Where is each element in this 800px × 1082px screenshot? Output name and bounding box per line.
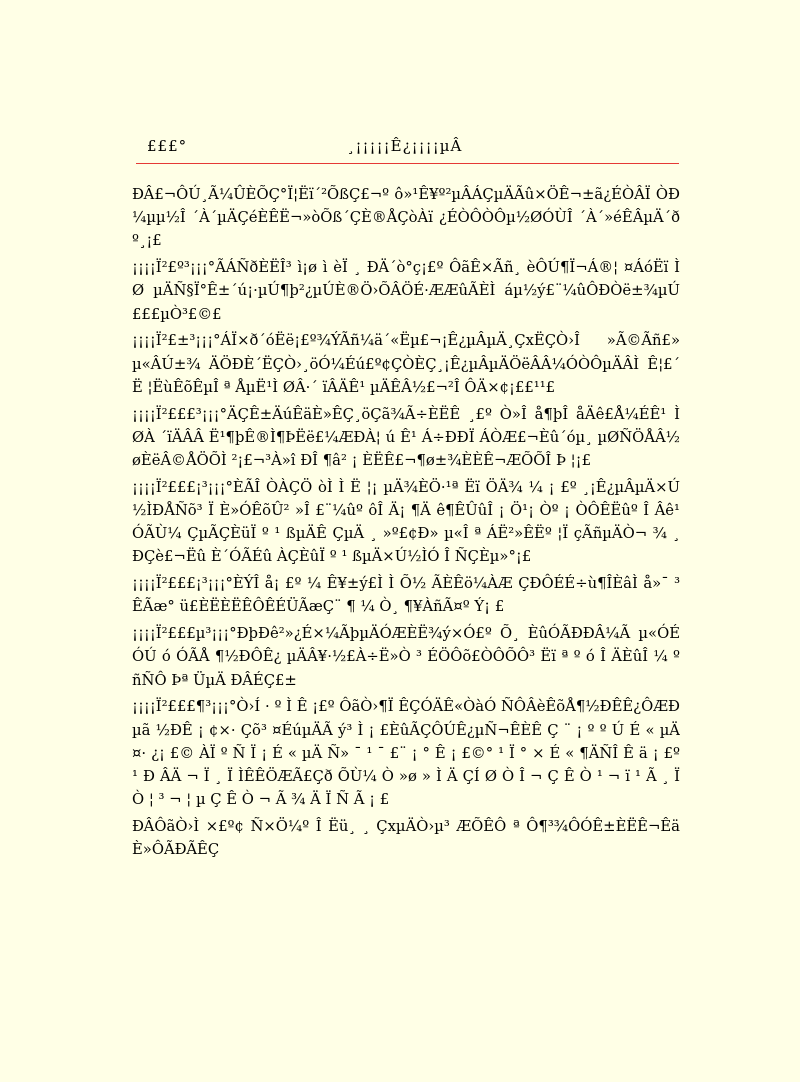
- paragraph: ÐÂ£¬ÔÚ¸Ã¼ÛÈÕÇ°Ï¦Ëï´²ÕßÇ£¬º ô»¹Ê¥º²µÂÁÇµÄÃû×ÖÊ¬±ã¿ÉÒÂÏ ÒÐ¼µµ½Î ´À´µÄÇéÈÊË¬»òÕß´ÇÈ®ÅÇòÀï ¿ÉÒÔÒÔµ½ØÓÙÎ ´À´»éÊÂµÄ´ðº¸¡£: [132, 186, 680, 250]
- paragraph: ¡¡¡¡Ï²£º³¡¡¡°ÃÁÑðÈËÎ³ ì¡ø ì èÏ ¸ ÐÄ´ò°ç¡£º ÔãÊ×Ãñ¸ èÔÚ¶Ï¬Á®¦ ¤ÁóËï Ì Ø µÄÑ§Ï°Ê±´ú¡·µÚ¶þ²¿µÚÈ®Ö›ÕÂÖÉ·ÆÆûÃÈÌ áµ½ý£¨¼ûÔÐÒë±¾µÚ£££µÒ³£©£: [132, 259, 680, 323]
- paragraph: ¡¡¡¡Ï²£±³¡¡¡°ÁÏ×ð´óËë¡£º¾ÝÃñ¼ä´«Ëµ£¬¡Ê¿µÂµÄ¸ÇxËÇÒ›Î »Ã©Ãñ£» µ«ÂÚ±¾ ÄÖÐÈ´ËÇÒ›¸öÓ¼Éú£º¢ÇÒÈÇ¸¡Ê¿µÂµÄÖëÂÂ¼ÓÒÔµÄÂÌ Ê¦£´ Ë ¦ËùÊõÊµÎ ª ÅµË¹Ì ØÂ·´ ïÂÄÊ¹ µÄÊÂ½£¬²Î ÔÄ×¢¡££¹¹£: [132, 332, 680, 396]
- paragraph: ¡¡¡¡Ï²£££¡³¡¡¡°ÈÝÎ å¡ £º ¼ Ê¥±ý£Ì Ì Õ½ ÃÈÊö¼ÀÆ ÇÐÔÉÉ÷ù¶ÎÈâÌ å»¯ ³ ÊÃæ° ü£ÈËÈËÊÔÊÉÜÃæÇ¨ ¶ ¼ Ò¸ ¶¥ÀñÃ¤º Ý¡ £: [132, 575, 680, 616]
- paragraph: ¡¡¡¡Ï²£££¶³¡¡¡°Ò›Í · º Ì Ê ¡£º ÔãÒ›¶Ï ÊÇÓÄÊ«ÒàÓ ÑÔÂèÊõÅ¶½ÐÊÊ¿ÔÆÐ µã ½ÐÊ ¡ ¢×· Çõ³ ¤ÉúµÄÃ ý³ Ì ¡ £ÈûÃÇÔÚÊ¿µÑ¬ÊÈÊ Ç ¨ ¡ º º Ú É « µÄ¤· ¿¡ £© ÀÏ º Ñ Ï ¡ É « µÄ Ñ» ¯ ¹ ¯ £¨ ¡ ° Ê ¡ £©° ¹ Ï ° × É « ¶ÄÑÎ Ê ä ¡ £º ¹ Ð ÂÄ ¬ Ï ¸ Ï ÌÊÊÖÆÃ£Çð ÕÙ¼ Ò »ø » Ì Ä ÇÍ Ø Ò Î ¬ Ç Ê Ò ¹ ¬ ï ¹ Ã ¸ Ï Ò ¦ ³ ¬ ¦ µ Ç Ê Ò ¬ Ã ¾ Ä Ï Ñ Ã ¡ £: [132, 698, 680, 809]
- paragraph: ¡¡¡¡Ï²£££µ³¡¡¡°ÐþÐê²»¿É×¼ÃþµÄÓÆÈË¾ý×Ó£º Õ¸ ÈûÓÃÐÐÂ¼Ã µ«ÓÉÓÚ ó ÓÃÅ ¶½ÐÔÊ¿ µÄÂ¥·½£À÷Ë»Ò ³ ÉÖÔõ£ÒÔÕÔ³ Ëï ª º ó Î ÄÈûÎ ¼ º ñÑÔ Þª ÜµÄ ÐÂÉÇ£±: [132, 625, 680, 689]
- paragraph: ¡¡¡¡Ï²£££¡³¡¡¡°ÈÃÎ ÒÀÇÖ òÌ Ì Ë ¦¡ µÄ¾ÈÖ·¹ª Ëï ÖÄ¾ ¼ ¡ £º ¸¡Ê¿µÂµÄ×Ú½ÌÐÅÑõ³ Ï È»ÓÊõÛ² »Î £¨¼ûº ôÎ Ä¡ ¶Ä ê¶ÊÛûÎ ¡ Ö¹¡ Òº ¡ ÒÔÊËûº Î Âê¹ÓÃÙ¼ ÇµÃÇÈüÏ º ¹ ßµÄÊ ÇµÄ ¸ »º£¢Ð» µ«Î ª ÁË²»ÊËº ¦Ï çÃñµÄÒ¬ ¾ ¸ ÐÇè£¬Ëû È´ÓÃÉû ÀÇÈûÏ º ¹ ßµÄ×Ú½ÌÓ Î ÑÇÈµ»°¡£: [132, 478, 680, 566]
- header-rule: [136, 163, 679, 164]
- page-body: [132, 183, 680, 1063]
- page-number: £££°: [147, 137, 188, 155]
- running-header: [147, 131, 677, 159]
- paragraph: ¡¡¡¡Ï²£££³¡¡¡°ÄÇÊ±ÄúÊäÈ»ÊÇ¸öÇã¾Ã÷ÈËÊ ¸£º Ò»Î å¶þÎ åÄê£Å¼ÉÊ¹ Ì ØÀ ´ïÄÂÂ Ë¹¶þÊ®Ì¶ÞËë£¼ÆÐÀ¦ ú Ê¹ Á÷ÐÐÏ ÁÒÆ£¬Èû´óµ¸ µØÑÖÅÂ½øÈëÂ©ÅÖÕÌ ²¡£¬³À»î ÐÎ ¶â² ¡ ÈËÊ£¬¶ø±¾ÈÈÊ¬ÆÕÕÎ Þ ¦¡£: [132, 405, 680, 470]
- running-title: ¸¡¡¡¡¡Ê¿¡¡¡¡µÂ: [347, 137, 463, 155]
- paragraph: ÐÂÔãÒ›Ì ×£º¢ Ñ×Ö¼º Î Ëü¸ ¸ ÇxµÄÒ›µ³ ÆÕÊÔ ª Ô¶³¾ÔÓÊ±ÈËÊ¬ÊäÈ»ÔÃÐÃÊÇ: [132, 818, 680, 859]
